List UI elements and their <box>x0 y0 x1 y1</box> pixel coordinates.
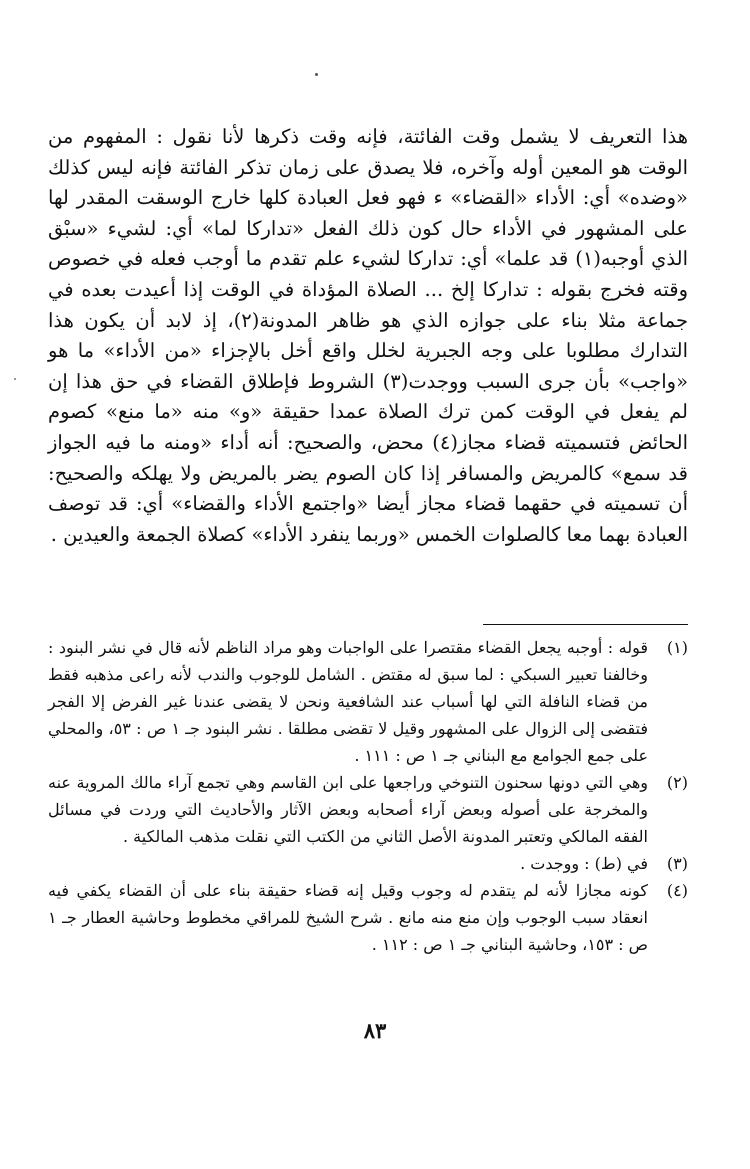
footnote-number: (٣) <box>666 854 688 873</box>
footnote-text: في (ط) : ووجدت . <box>520 854 648 873</box>
footnote-text: وهي التي دونها سحنون التنوخي وراجعها على ابن القاسم وهي تجمع آراء مالك المروية عنه والمخرجة على أصوله وبعض آراء أصحابه وبعض الآثار والأحاديث التي وردت في مسائل الفقه المالكي وتعتبر المدونة الأصل الثاني من الكتب التي نقلت مذهب المالكية . <box>48 773 648 846</box>
page-number: ٨٣ <box>363 1018 387 1043</box>
footnote-separator <box>483 624 688 625</box>
footnote-text: كونه مجازا لأنه لم يتقدم له وجوب وقيل إنه قضاء حقيقة بناء على أن القضاء يكفي فيه انعقاد سبب الوجوب وإن منع منه مانع . شرح الشيخ للمراقي مخطوط وحاشية العطار جـ ١ ص : ١٥٣، وحاشية البناني جـ ١ ص : ١١٢ . <box>48 881 648 954</box>
footnote-item <box>48 634 688 769</box>
footnote-number: (٢) <box>666 773 688 792</box>
footnote-item <box>48 769 688 850</box>
footnote-number: (١) <box>666 638 688 657</box>
footnote-item <box>48 877 688 958</box>
scan-speck <box>315 73 318 76</box>
footnotes <box>48 634 688 958</box>
footnote-text: قوله : أوجبه يجعل القضاء مقتصرا على الواجبات وهو مراد الناظم لأنه قال في نشر البنود : وخالفنا تعبير السبكي : لما سبق له مقتض . الشامل للوجوب والندب لأنه راعى مذهبه فقط من قضاء النافلة التي لها أسباب عند الشافعية ونحن لا يقضى عندنا غير الفرض إلا الفجر فتقضى إلى الزوال على المشهور وقيل لا تقضى مطلقا . نشر البنود جـ ١ ص : ٥٣، والمحلي على جمع الجوامع مع البناني جـ ١ ص : ١١١ . <box>48 638 649 765</box>
scan-speck <box>14 378 16 380</box>
main-body-text <box>48 122 688 550</box>
body-paragraph: هذا التعريف لا يشمل وقت الفائتة، فإنه وقت ذكرها لأنا نقول : المفهوم من الوقت هو المعين أوله وآخره، فلا يصدق على زمان تذكر الفائتة فإنه ليس كذلك «وضده» أي: الأداء «القضاء» ء فهو فعل العبادة كلها خارج الوسقت المقدر لها على المشهور في الأداء حال كون ذلك الفعل «تداركا لما» أي: لشيء «سبْق الذي أوجبه(١) قد علما» أي: تداركا لشيء علم تقدم ما أوجب فعله في خصوص وقته فخرج بقوله : تداركا إلخ ... الصلاة المؤداة في الوقت إذا أعيدت بعده في جماعة مثلا بناء على جوازه الذي هو ظاهر المدونة(٢)، إذ لابد أن يكون هذا التدارك مطلوبا على وجه الجبرية لخلل واقع أخل بالإجزاء «من الأداء» ما هو «واجب» بأن جرى السبب ووجدت(٣) الشروط فإطلاق القضاء في حق هذا إن لم يفعل في الوقت كمن ترك الصلاة عمدا حقيقة «و» منه «ما منع» كصوم الحائض فتسميته قضاء مجاز(٤) محض، والصحيح: أنه أداء «ومنه ما فيه الجواز قد سمع» كالمريض والمسافر إذا كان الصوم يضر بالمريض ولا يهلكه والصحيح: أن تسميته في حقهما قضاء مجاز أيضا «واجتمع الأداء والقضاء» أي: قد توصف العبادة بهما معا كالصلوات الخمس «وربما ينفرد الأداء» كصلاة الجمعة والعيدين . <box>48 125 688 546</box>
footnote-item <box>48 850 688 877</box>
footnote-number: (٤) <box>666 881 688 900</box>
